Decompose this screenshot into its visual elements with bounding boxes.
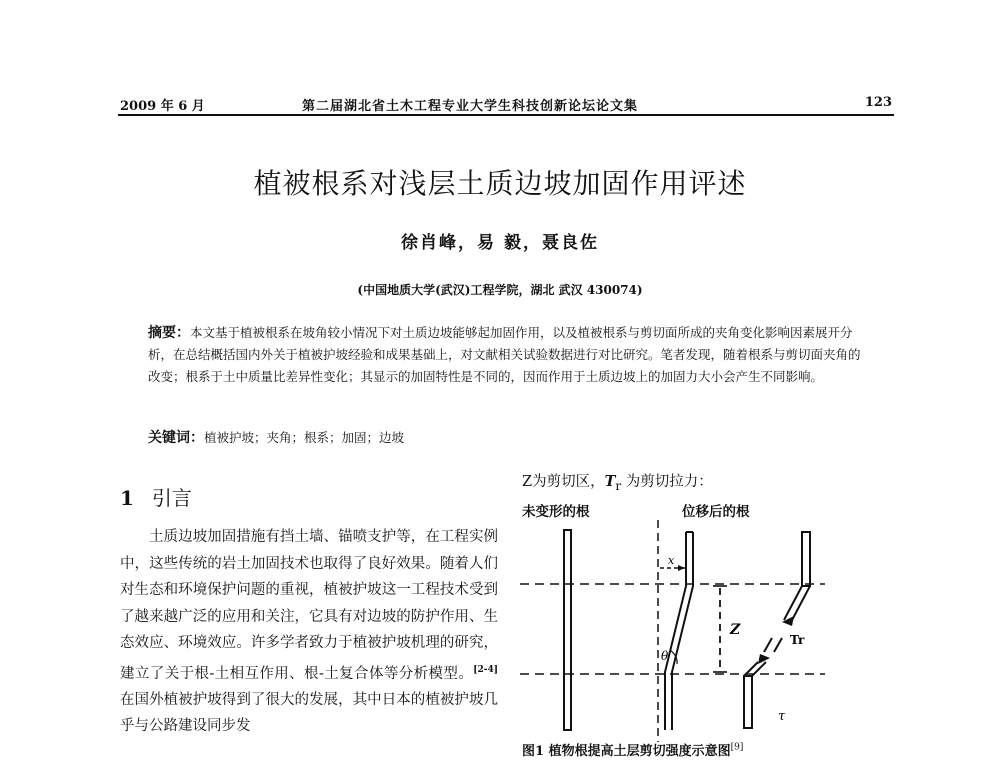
header-rule: [118, 114, 894, 116]
header-date: 2009 年 6 月: [120, 99, 205, 114]
figure-intro-subscript: r: [615, 478, 622, 493]
figure-intro-line: [522, 470, 713, 493]
lower-root-segment: [744, 676, 752, 728]
upper-tension-arrow: [782, 616, 794, 626]
label-undeformed-root: 未变形的根: [522, 504, 590, 520]
label-z: Z: [730, 622, 741, 638]
label-displaced-root: 位移后的根: [682, 504, 750, 520]
label-theta: θ: [661, 649, 669, 663]
abstract-text: 本文基于植被根系在坡角较小情况下对土质边坡能够起加固作用，以及植被根系与剪切面所成的夹角变化影响因素展开分析，在总结概括国内外关于植被护坡经验和成果基础上，对文献相关试验数据进行对比研究。笔者发现，随着根系与剪切面夹角的改变；根系于土中质量比差异性变化；其显示的加固特性是不同的，因而作用于土质边坡上的加固力大小会产生不同影响。: [148, 325, 861, 384]
header-proceedings: 第二届湖北省土木工程专业大学生科技创新论坛论文集: [302, 99, 639, 114]
x-arrowhead: [678, 565, 685, 571]
intro-text-part1: 土质边坡加固措施有挡土墙、锚喷支护等，在工程实例中，这些传统的岩土加固技术也取得了良好效果。随着人们对生态和环境保护问题的重视，植被护坡这一工程技术受到了越来越广泛的应用和关注，它具有对边坡的防护作用、生态效应、环境效应。许多学者致力于植被护坡机理的研究，建立了关于根-土相互作用、根-土复合体等分析模型。: [120, 529, 498, 682]
keywords-label: 关键词：: [148, 430, 204, 446]
authors: 徐肖峰，易 毅，聂良佐: [401, 233, 599, 253]
section-number: 1: [120, 486, 134, 510]
figure-intro-symbol: T: [604, 473, 616, 490]
root-shear-diagram: [520, 520, 830, 742]
label-x: x: [668, 554, 675, 567]
undeformed-root: [564, 530, 571, 730]
section-heading: [120, 482, 192, 511]
keywords: [148, 427, 866, 447]
abstract: [148, 322, 866, 388]
section-title: 引言: [151, 486, 192, 510]
figure-caption: [522, 740, 743, 759]
citation-ref: [2-4]: [473, 664, 498, 675]
mid-root-fragment-2: [774, 638, 782, 652]
label-tr: Tr: [790, 633, 805, 647]
figure-caption-text: 图1 植物根提高土层剪切强度示意图: [522, 744, 731, 759]
figure-caption-ref: [9]: [730, 742, 744, 753]
abstract-label: 摘要：: [148, 325, 190, 341]
affiliation: (中国地质大学(武汉)工程学院，湖北 武汉 430074): [357, 283, 643, 297]
mid-root-fragment: [764, 638, 772, 652]
keywords-text: 植被护坡；夹角；根系；加固；边坡: [204, 430, 405, 445]
figure-intro-prefix: Z为剪切区，: [522, 474, 605, 490]
intro-text-part2: 在国外植被护坡得到了很大的发展，其中日本的植被护坡几乎与公路建设同步发: [120, 691, 498, 735]
upper-root-sheared: [784, 586, 810, 622]
header-page-number: 123: [864, 95, 892, 110]
body-column-left: [120, 524, 498, 740]
upper-root-segment: [802, 532, 810, 586]
figure-intro-suffix: 为剪切拉力：: [621, 474, 713, 490]
paper-title: 植被根系对浅层土质边坡加固作用评述: [253, 167, 747, 200]
lower-tension-arrow: [758, 654, 770, 664]
running-header: [120, 95, 892, 115]
intro-paragraph: [120, 524, 498, 740]
label-tau: τ: [778, 709, 786, 724]
